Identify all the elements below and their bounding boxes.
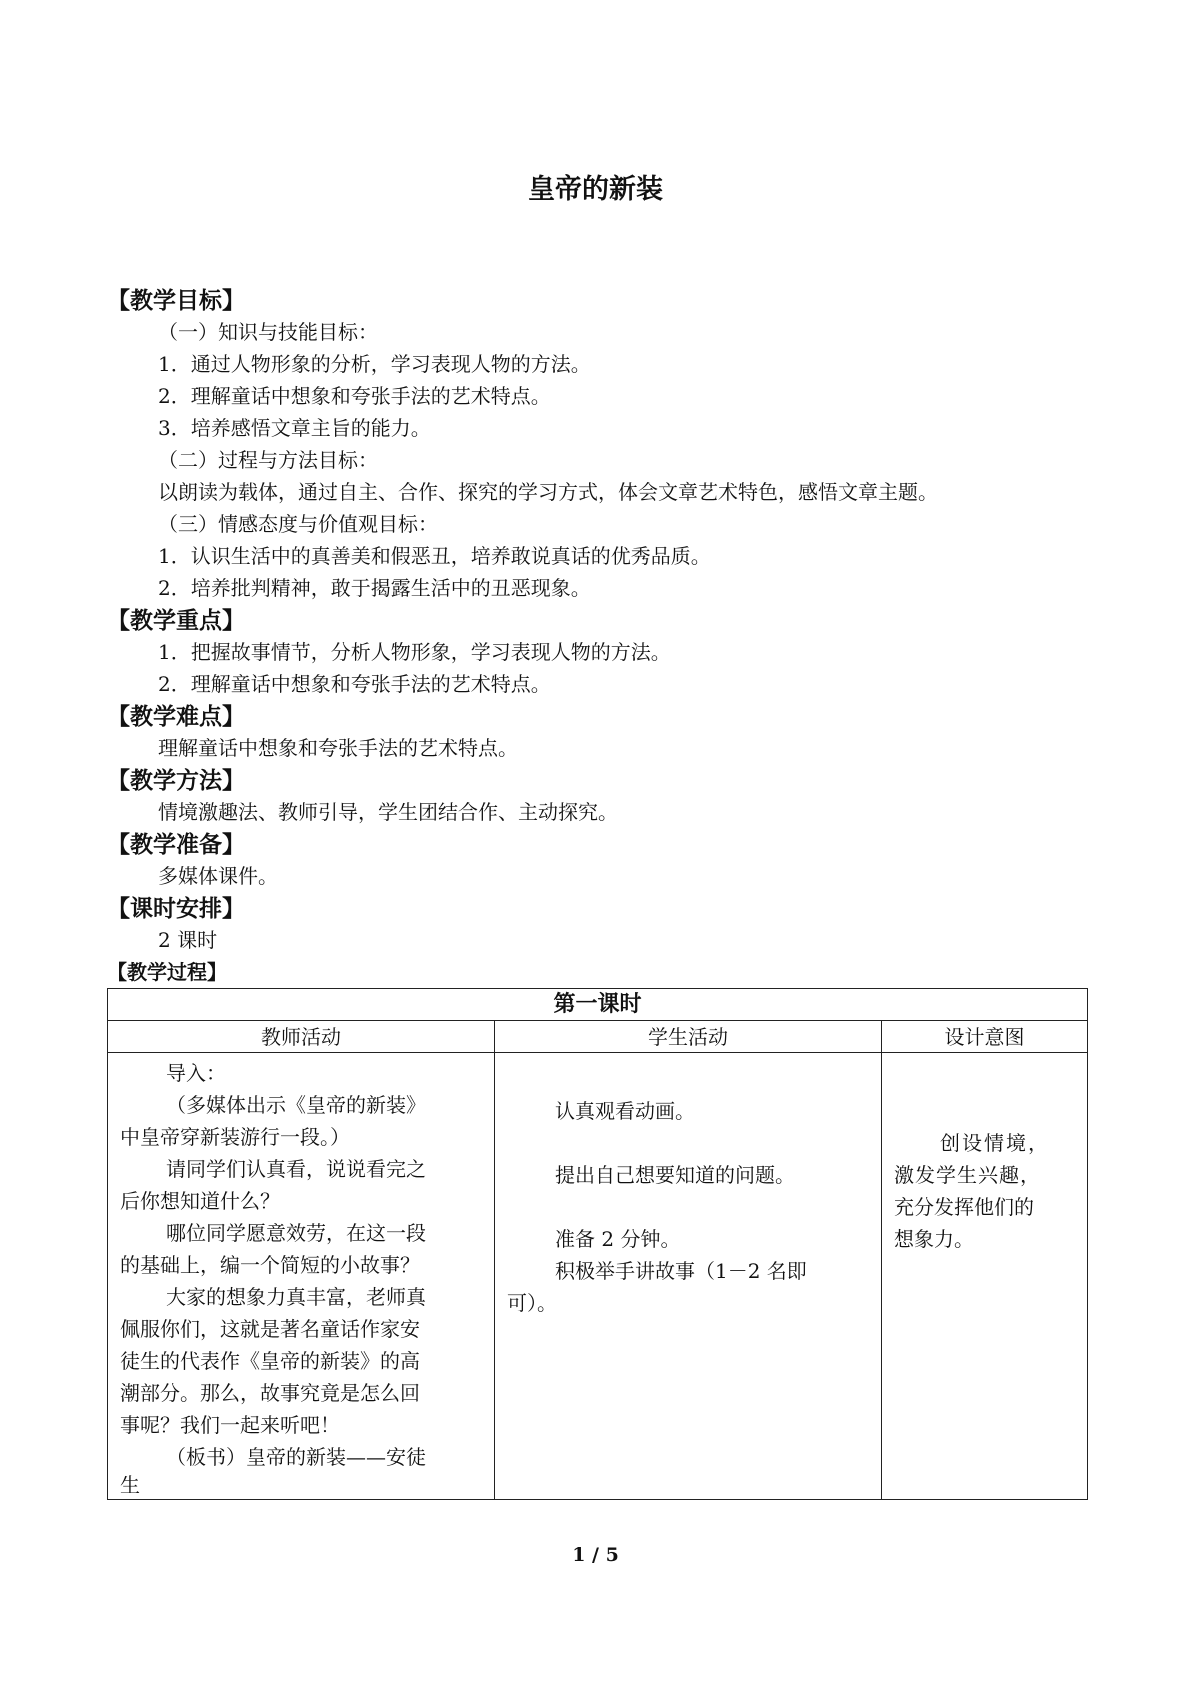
design-intent-line: 充分发挥他们的 — [894, 1195, 1034, 1219]
student-activity-line: 可）。 — [507, 1291, 557, 1315]
goals-line: （三）情感态度与价值观目标： — [158, 512, 438, 536]
period-title: 第一课时 — [108, 989, 1088, 1021]
design-intent-line: 创设情境， — [940, 1131, 1050, 1155]
teacher-activity-line: （板书）皇帝的新装——安徒 — [166, 1445, 426, 1469]
preparation-heading: 【教学准备】 — [107, 832, 245, 858]
teacher-activity-line: 潮部分。那么，故事究竟是怎么回 — [120, 1381, 420, 1405]
teacher-activity-line: 中皇帝穿新装游行一段。） — [120, 1125, 350, 1149]
key-points-line: 1．把握故事情节，分析人物形象，学习表现人物的方法。 — [158, 640, 671, 664]
goals-line: （二）过程与方法目标： — [158, 448, 378, 472]
lesson-table — [107, 988, 1088, 1500]
teacher-activity-cell — [108, 1053, 495, 1500]
process-heading: 【教学过程】 — [107, 960, 227, 984]
key-points-line: 2．理解童话中想象和夸张手法的艺术特点。 — [158, 672, 551, 696]
teacher-activity-line: 生 — [120, 1473, 140, 1497]
teacher-activity-line: 导入： — [166, 1061, 226, 1085]
teacher-activity-line: 后你想知道什么？ — [120, 1189, 280, 1213]
goals-line: 2．理解童话中想象和夸张手法的艺术特点。 — [158, 384, 551, 408]
teacher-activity-line: 事呢？我们一起来听吧！ — [120, 1413, 340, 1437]
teacher-activity-line: （多媒体出示《皇帝的新装》 — [166, 1093, 426, 1117]
page-number: 1 / 5 — [572, 1544, 619, 1566]
teacher-activity-line: 的基础上，编一个简短的小故事？ — [120, 1253, 420, 1277]
goals-line: 以朗读为载体，通过自主、合作、探究的学习方式，体会文章艺术特色，感悟文章主题。 — [158, 480, 938, 504]
design-intent-cell — [882, 1053, 1088, 1500]
methods-line: 情境激趣法、教师引导，学生团结合作、主动探究。 — [158, 800, 618, 824]
schedule-heading: 【课时安排】 — [107, 896, 245, 922]
goals-line: 2．培养批判精神，敢于揭露生活中的丑恶现象。 — [158, 576, 591, 600]
difficulties-heading: 【教学难点】 — [107, 704, 245, 730]
goals-line: 1．通过人物形象的分析，学习表现人物的方法。 — [158, 352, 591, 376]
design-intent-line: 激发学生兴趣， — [894, 1163, 1041, 1187]
goals-line: 3．培养感悟文章主旨的能力。 — [158, 416, 431, 440]
design-intent-line: 想象力。 — [894, 1227, 974, 1251]
page-title: 皇帝的新装 — [528, 174, 663, 205]
student-activity-cell — [495, 1053, 882, 1500]
methods-heading: 【教学方法】 — [107, 768, 245, 794]
teacher-activity-line: 请同学们认真看，说说看完之 — [166, 1157, 426, 1181]
teacher-activity-line: 大家的想象力真丰富，老师真 — [166, 1285, 426, 1309]
difficulties-line: 理解童话中想象和夸张手法的艺术特点。 — [158, 736, 518, 760]
goals-line: （一）知识与技能目标： — [158, 320, 378, 344]
student-activity-line: 认真观看动画。 — [555, 1099, 695, 1123]
student-activity-line: 提出自己想要知道的问题。 — [555, 1163, 795, 1187]
key-points-heading: 【教学重点】 — [107, 608, 245, 634]
column-header-teacher: 教师活动 — [108, 1021, 495, 1053]
teacher-activity-line: 佩服你们，这就是著名童话作家安 — [120, 1317, 420, 1341]
teacher-activity-line: 徒生的代表作《皇帝的新装》的高 — [120, 1349, 420, 1373]
preparation-line: 多媒体课件。 — [158, 864, 278, 888]
schedule-line: 2 课时 — [158, 928, 218, 952]
student-activity-line: 准备 2 分钟。 — [555, 1227, 681, 1251]
teacher-activity-line: 哪位同学愿意效劳，在这一段 — [166, 1221, 426, 1245]
goals-heading: 【教学目标】 — [107, 288, 245, 314]
student-activity-line: 积极举手讲故事（1－2 名即 — [555, 1259, 807, 1283]
column-header-student: 学生活动 — [495, 1021, 882, 1053]
goals-line: 1．认识生活中的真善美和假恶丑，培养敢说真话的优秀品质。 — [158, 544, 711, 568]
column-header-intent: 设计意图 — [882, 1021, 1088, 1053]
